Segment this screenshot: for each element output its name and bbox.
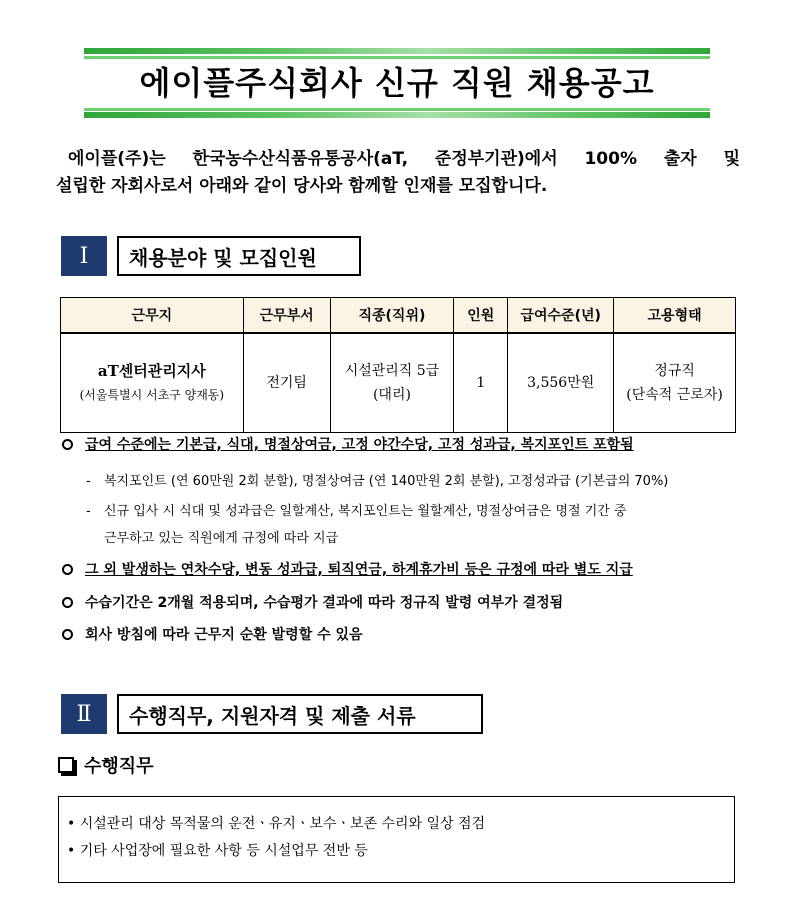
recruitment-table [60,297,736,433]
checkbox-square-icon [58,757,74,773]
note-sub-new-hire: - 신규 입사 시 식대 및 성과급은 일할계산, 복지포인트는 월할계산, 명절상여금은 명절 기간 중 [86,504,627,519]
table-row [61,333,736,433]
employment-detail: (단속적 근로자) [626,387,723,403]
table-header-row [61,298,736,334]
cell-job [330,333,454,433]
workplace-address: (서울특별시 서초구 양재동) [79,388,225,402]
circle-bullet-icon [62,629,73,640]
title-bottom-bar-thin [84,108,710,111]
list-item: • 기타 사업장에 필요한 사항 등 시설업무 전반 등 [67,843,368,859]
header-employment: 고용형태 [614,298,736,334]
intro-line-1: 에이플(주)는 한국농수산식품유통공사(aT, 준정부기관)에서 100% 출자 및 [68,149,740,169]
note-rotation: 회사 방침에 따라 근무지 순환 발령할 수 있음 [62,624,363,644]
circle-bullet-icon [62,564,73,575]
section-1-title: 채용분야 및 모집인원 [117,236,361,276]
list-item: • 시설관리 대상 목적물의 운전ㆍ유지ㆍ보수ㆍ보존 수리와 일상 점검 [67,816,486,832]
title-bottom-bar [84,112,710,118]
circle-bullet-icon [62,597,73,608]
section-2-number: Ⅱ [61,694,107,734]
cell-employment [614,333,736,433]
section-1-number: Ⅰ [61,236,107,276]
header-salary: 급여수준(년) [508,298,614,334]
duty-box [58,796,735,883]
section-2-title: 수행직무, 지원자격 및 제출 서류 [117,694,483,734]
title-top-bar [84,48,710,54]
header-workplace: 근무지 [61,298,244,334]
intro-paragraph [56,146,740,200]
header-headcount: 인원 [454,298,508,334]
cell-salary: 3,556만원 [508,333,614,433]
header-job: 직종(직위) [330,298,454,334]
cell-headcount: 1 [454,333,508,433]
header-department: 근무부서 [243,298,330,334]
note-extra-payments: 그 외 발생하는 연차수당, 변동 성과급, 퇴직연금, 하계휴가비 등은 규정에 따라 별도 지급 [62,559,633,579]
page-title: 에이플주식회사 신규 직원 채용공고 [139,64,655,102]
job-rank: (대리) [372,387,411,403]
note-sub-new-hire-cont: 근무하고 있는 직원에게 규정에 따라 지급 [104,531,339,546]
workplace-name: aT센터관리지사 [97,362,206,380]
employment-type: 정규직 [654,363,695,379]
cell-department: 전기팀 [243,333,330,433]
circle-bullet-icon [62,439,73,450]
cell-workplace [61,333,244,433]
job-title: 시설관리직 5급 [344,363,440,379]
note-sub-welfare: - 복지포인트 (연 60만원 2회 분할), 명절상여금 (연 140만원 2회 분할), 고정성과급 (기본급의 70%) [86,474,669,489]
note-salary-includes: 급여 수준에는 기본급, 식대, 명절상여금, 고정 야간수당, 고정 성과급, 복지포인트 포함됨 [62,434,634,454]
duty-heading: 수행직무 [58,752,154,778]
note-probation: 수습기간은 2개월 적용되며, 수습평가 결과에 따라 정규직 발령 여부가 결정됨 [62,592,563,612]
intro-line-2: 설립한 자회사로서 아래와 같이 당사와 함께할 인재를 모집합니다. [56,176,548,196]
